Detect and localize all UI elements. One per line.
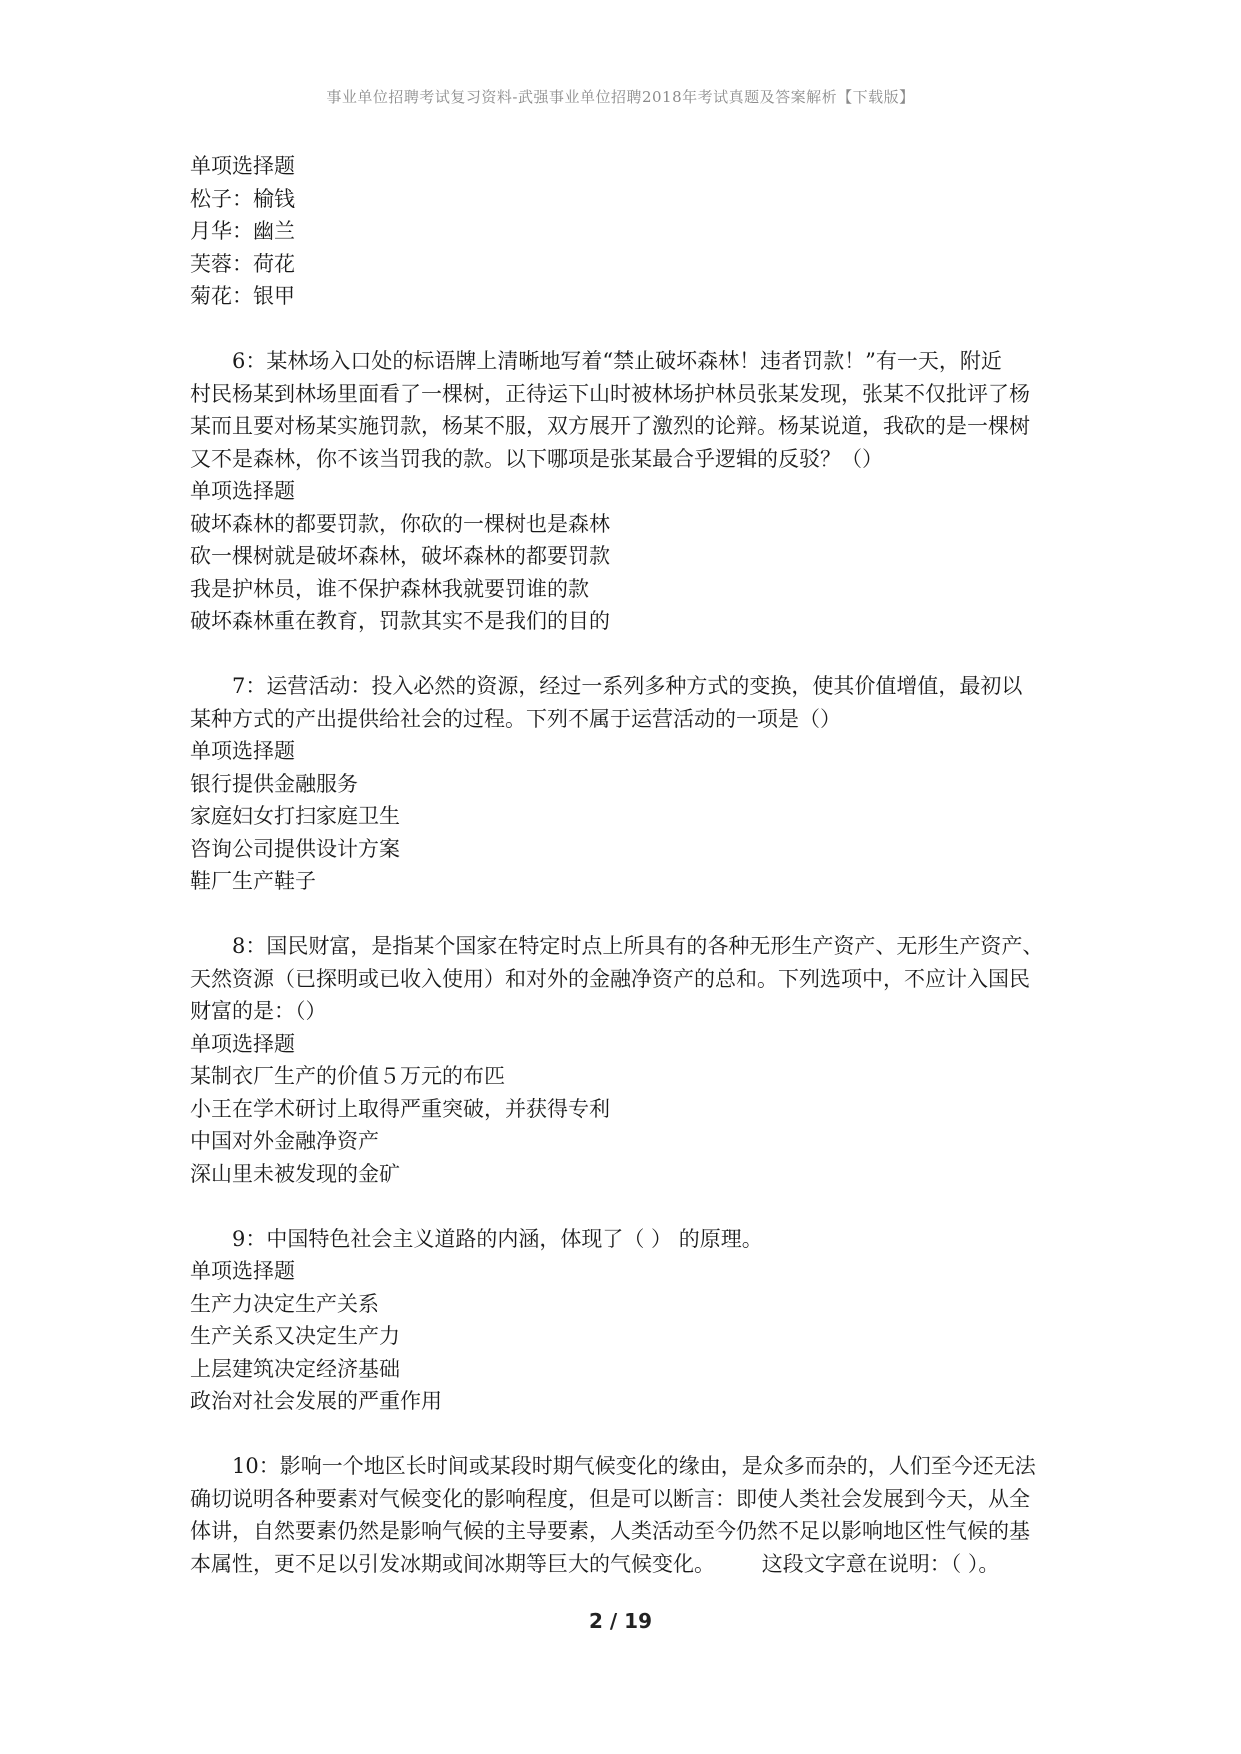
question-text: 8：国民财富，是指某个国家在特定时点上所具有的各种无形生产资产、无形生产资产、 <box>232 934 1044 958</box>
option: 鞋厂生产鞋子 <box>190 869 316 893</box>
question-type: 单项选择题 <box>190 154 295 178</box>
option: 破坏森林重在教育，罚款其实不是我们的目的 <box>190 609 610 633</box>
page-header: 事业单位招聘考试复习资料-武强事业单位招聘2018年考试真题及答案解析【下载版】 <box>326 88 915 106</box>
question-type: 单项选择题 <box>190 739 295 763</box>
option: 中国对外金融净资产 <box>190 1129 379 1153</box>
question-text: 某而且要对杨某实施罚款，杨某不服，双方展开了激烈的论辩。杨某说道，我砍的是一棵树 <box>190 414 1030 438</box>
option: 生产关系又决定生产力 <box>190 1324 400 1348</box>
question-text: 10：影响一个地区长时间或某段时期气候变化的缘由，是众多而杂的，人们至今还无法 <box>232 1454 1036 1478</box>
option: 砍一棵树就是破坏森林，破坏森林的都要罚款 <box>190 544 610 568</box>
document-body <box>190 150 1070 1580</box>
question-text: 6：某林场入口处的标语牌上清晰地写着“禁止破坏森林！违者罚款！”有一天，附近 <box>232 349 1002 373</box>
option: 深山里未被发现的金矿 <box>190 1161 400 1186</box>
option: 菊花：银甲 <box>190 284 295 308</box>
question-type: 单项选择题 <box>190 479 295 503</box>
option: 松子：榆钱 <box>190 186 295 211</box>
option: 破坏森林的都要罚款，你砍的一棵树也是森林 <box>190 511 610 536</box>
question-text: 9：中国特色社会主义道路的内涵，体现了（ ） 的原理。 <box>232 1226 763 1251</box>
option: 我是护林员，谁不保护森林我就要罚谁的款 <box>190 576 589 601</box>
question-type: 单项选择题 <box>190 1259 295 1283</box>
option: 某制衣厂生产的价值５万元的布匹 <box>190 1064 505 1088</box>
question-text: 财富的是：（） <box>190 999 327 1023</box>
question-text: 某种方式的产出提供给社会的过程。下列不属于运营活动的一项是（） <box>190 706 841 731</box>
option: 芙蓉：荷花 <box>190 251 295 276</box>
option: 月华：幽兰 <box>190 219 295 243</box>
question-type: 单项选择题 <box>190 1031 295 1056</box>
option: 银行提供金融服务 <box>190 771 358 796</box>
question-text: 本属性，更不足以引发冰期或间冰期等巨大的气候变化。 这段文字意在说明：（ ）。 <box>190 1551 1000 1576</box>
option: 家庭妇女打扫家庭卫生 <box>190 804 400 828</box>
question-text: 体讲，自然要素仍然是影响气候的主导要素，人类活动至今仍然不足以影响地区性气候的基 <box>190 1519 1030 1543</box>
option: 咨询公司提供设计方案 <box>190 836 400 861</box>
option: 生产力决定生产关系 <box>190 1291 379 1316</box>
question-text: 村民杨某到林场里面看了一棵树，正待运下山时被林场护林员张某发现，张某不仅批评了杨 <box>190 381 1030 406</box>
question-text: 又不是森林，你不该当罚我的款。以下哪项是张某最合乎逻辑的反驳？（） <box>190 446 883 471</box>
question-text: 确切说明各种要素对气候变化的影响程度，但是可以断言：即使人类社会发展到今天，从全 <box>190 1486 1030 1511</box>
option: 小王在学术研讨上取得严重突破，并获得专利 <box>190 1096 610 1121</box>
option: 上层建筑决定经济基础 <box>190 1356 400 1381</box>
page-number: 2 / 19 <box>589 1609 652 1633</box>
question-text: 7：运营活动：投入必然的资源，经过一系列多种方式的变换，使其价值增值，最初以 <box>232 674 1023 698</box>
question-text: 天然资源（已探明或已收入使用）和对外的金融净资产的总和。下列选项中，不应计入国民 <box>190 966 1030 991</box>
option: 政治对社会发展的严重作用 <box>190 1389 442 1413</box>
